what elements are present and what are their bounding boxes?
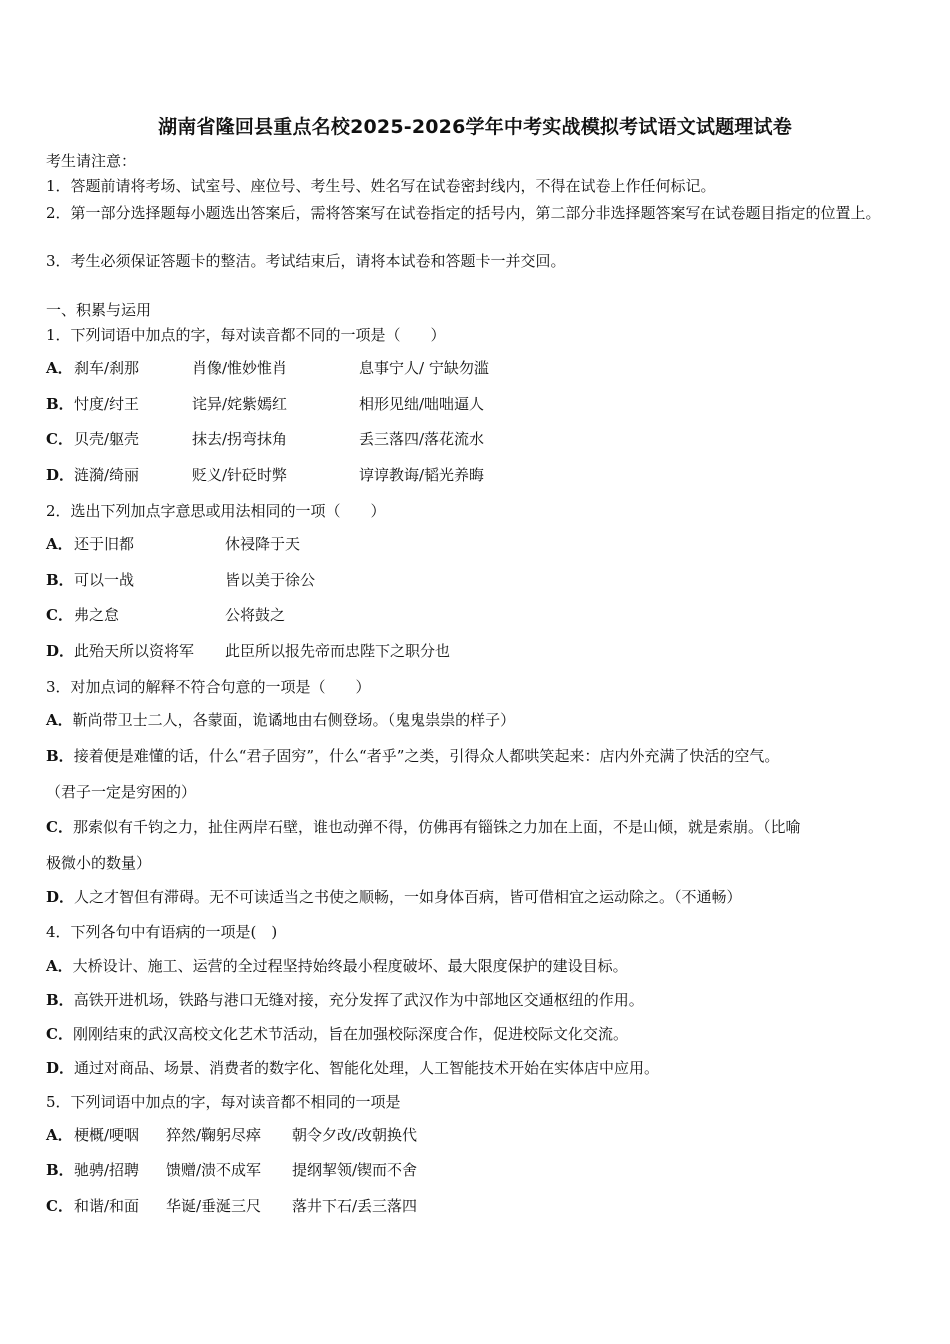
notice-heading: 考生请注意： <box>46 152 137 170</box>
section-heading: 一、积累与运用 <box>46 301 152 319</box>
option-row <box>46 990 644 1010</box>
option-label: B． <box>46 1161 74 1179</box>
option-text: 那索似有千钧之力，扯住两岸石壁，谁也动弹不得，仿佛再有锱铢之力加在上面，不是山倾，就是索崩。（比喻 <box>72 818 801 836</box>
option-text: 大桥设计、施工、运营的全过程坚持始终最小程度破坏、最大限度保护的建设目标。 <box>72 957 628 975</box>
notice-item: 2．第一部分选择题每小题选出答案后，需将答案写在试卷指定的括号内，第二部分非选择题答案写在试卷题目指定的位置上。 <box>46 204 881 222</box>
option-item: 猝然/鞠躬尽瘁 <box>166 1126 262 1144</box>
option-row <box>46 817 800 837</box>
option-item: 贬义/针砭时弊 <box>192 466 288 484</box>
option-label: C． <box>46 606 73 624</box>
option-text: 接着便是难懂的话，什么“君子固穷”，什么“者乎”之类，引得众人都哄笑起来：店内外充满了快活的空气。 <box>73 747 780 765</box>
option-item: 提纲挈领/锲而不舍 <box>292 1161 418 1179</box>
option-row <box>46 1125 906 1145</box>
option-continuation: （君子一定是穷困的） <box>46 783 197 801</box>
option-text: 高铁开进机场，铁路与港口无缝对接，充分发挥了武汉作为中部地区交通枢纽的作用。 <box>73 991 644 1009</box>
option-label: C． <box>46 818 73 836</box>
option-item: 丢三落四/落花流水 <box>359 430 485 448</box>
option-row <box>46 710 515 730</box>
option-label: A． <box>46 711 73 729</box>
option-item: 公将鼓之 <box>225 606 286 624</box>
option-item: 诧异/姹紫嫣红 <box>192 395 288 413</box>
option-item: 抹去/拐弯抹角 <box>192 430 288 448</box>
question-stem: 5．下列词语中加点的字，每对读音都不相同的一项是 <box>46 1093 401 1111</box>
option-item: 还于旧都 <box>74 535 135 553</box>
option-item: 此臣所以报先帝而忠陛下之职分也 <box>225 642 451 660</box>
question-stem: 2．选出下列加点字意思或用法相同的一项（ ） <box>46 502 386 520</box>
notice-item: 1．答题前请将考场、试室号、座位号、考生号、姓名写在试卷密封线内，不得在试卷上作任何标记。 <box>46 177 716 195</box>
option-item: 华诞/垂涎三尺 <box>166 1197 262 1215</box>
option-label: D． <box>46 642 75 660</box>
page-title: 湖南省隆回县重点名校2025-2026学年中考实战模拟考试语文试题理试卷 <box>158 116 792 138</box>
option-row <box>46 1058 659 1078</box>
option-row <box>46 641 906 661</box>
option-label: B． <box>46 395 74 413</box>
option-item: 和谐/和面 <box>74 1197 140 1215</box>
option-row <box>46 887 742 907</box>
option-item: 弗之怠 <box>74 606 120 624</box>
option-row <box>46 534 906 554</box>
option-label: C． <box>46 1197 73 1215</box>
option-item: 休祲降于天 <box>225 535 301 553</box>
option-row <box>46 1160 906 1180</box>
option-label: B． <box>46 991 74 1009</box>
option-label: A． <box>46 535 73 553</box>
option-item: 梗概/哽咽 <box>74 1126 140 1144</box>
question-stem: 4．下列各句中有语病的一项是( ) <box>46 923 278 941</box>
option-item: 相形见绌/咄咄逼人 <box>359 395 485 413</box>
option-label: B． <box>46 571 74 589</box>
option-item: 息事宁人/ 宁缺勿滥 <box>359 359 489 377</box>
question-stem: 3．对加点词的解释不符合句意的一项是（ ） <box>46 678 371 696</box>
option-row <box>46 605 906 625</box>
option-item: 涟漪/绮丽 <box>74 466 140 484</box>
option-row <box>46 358 906 378</box>
option-label: D． <box>46 888 75 906</box>
option-row <box>46 956 628 976</box>
option-item: 肖像/惟妙惟肖 <box>192 359 288 377</box>
option-item: 朝令夕改/改朝换代 <box>292 1126 418 1144</box>
option-label: D． <box>46 466 75 484</box>
question-stem: 1．下列词语中加点的字，每对读音都不同的一项是（ ） <box>46 326 446 344</box>
option-row <box>46 1196 906 1216</box>
option-text: 通过对商品、场景、消费者的数字化、智能化处理，人工智能技术开始在实体店中应用。 <box>74 1059 660 1077</box>
option-label: D． <box>46 1059 75 1077</box>
option-item: 刹车/刹那 <box>74 359 140 377</box>
option-label: B． <box>46 747 74 765</box>
option-item: 忖度/纣王 <box>74 395 140 413</box>
option-label: A． <box>46 359 73 377</box>
option-row <box>46 746 779 766</box>
option-item: 可以一战 <box>74 571 135 589</box>
option-label: A． <box>46 1126 73 1144</box>
option-label: A． <box>46 957 73 975</box>
option-item: 谆谆教诲/韬光养晦 <box>359 466 485 484</box>
option-row <box>46 394 906 414</box>
notice-item: 3．考生必须保证答题卡的整洁。考试结束后，请将本试卷和答题卡一并交回。 <box>46 252 566 270</box>
option-row <box>46 570 906 590</box>
option-label: C． <box>46 1025 73 1043</box>
option-item: 贝壳/躯壳 <box>74 430 140 448</box>
option-item: 落井下石/丢三落四 <box>292 1197 418 1215</box>
option-text: 靳尚带卫士二人，各蒙面，诡谲地由右侧登场。（鬼鬼祟祟的样子） <box>72 711 516 729</box>
option-item: 此殆天所以资将军 <box>74 642 195 660</box>
option-row <box>46 465 906 485</box>
option-text: 刚刚结束的武汉高校文化艺术节活动，旨在加强校际深度合作，促进校际文化交流。 <box>72 1025 628 1043</box>
option-item: 皆以美于徐公 <box>225 571 316 589</box>
option-item: 驰骋/招聘 <box>74 1161 140 1179</box>
option-item: 馈赠/溃不成军 <box>166 1161 262 1179</box>
option-row <box>46 429 906 449</box>
option-row <box>46 1024 628 1044</box>
option-continuation: 极微小的数量） <box>46 854 152 872</box>
option-text: 人之才智但有滞碍。无不可读适当之书使之顺畅，一如身体百病，皆可借相宜之运动除之。（不通畅） <box>74 888 742 906</box>
option-label: C． <box>46 430 73 448</box>
